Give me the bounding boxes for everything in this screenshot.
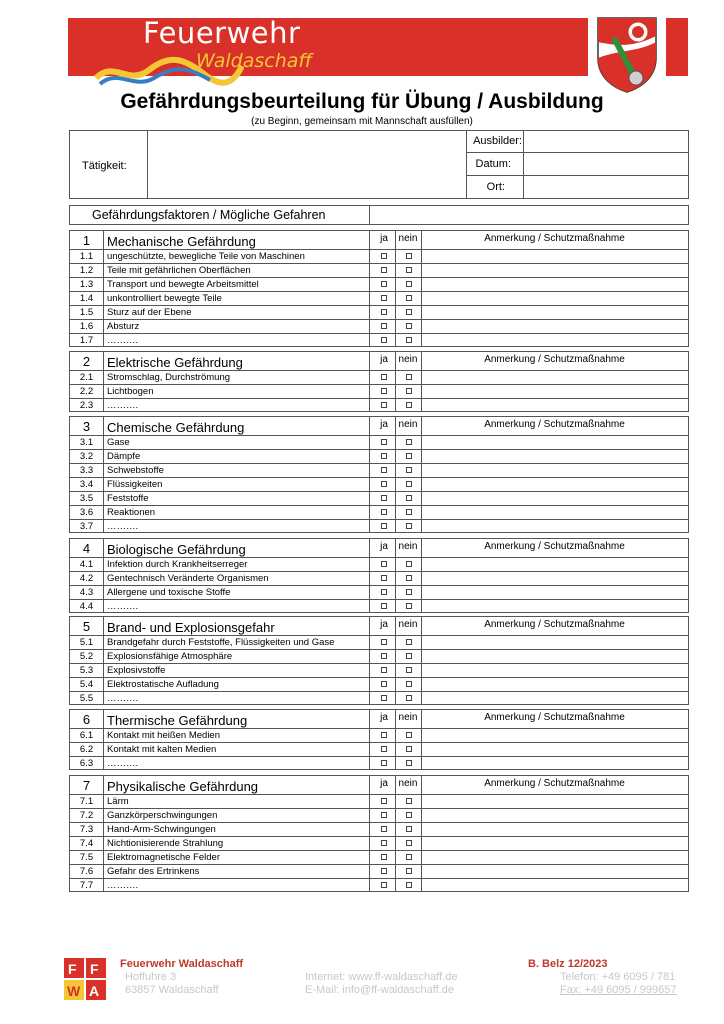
footer-city: 63857 Waldaschaff [125,984,219,996]
anmerkung-column-label: Anmerkung / Schutzmaßnahme [484,233,625,244]
ja-checkbox[interactable] [381,575,387,581]
anmerkung-field[interactable] [422,558,688,571]
hazard-row-number: 5.1 [79,637,94,648]
ja-checkbox[interactable] [381,746,387,752]
hazard-row-label: Brandgefahr durch Feststoffe, Flüssigkeiten und Gase [107,637,335,648]
ja-checkbox[interactable] [381,388,387,394]
anmerkung-field[interactable] [422,436,688,449]
hazard-row-number: 1.3 [79,279,94,290]
anmerkung-field[interactable] [422,264,688,277]
coat-of-arms-icon [588,12,666,94]
ja-checkbox[interactable] [381,495,387,501]
anmerkung-column-label: Anmerkung / Schutzmaßnahme [484,778,625,789]
anmerkung-column-label: Anmerkung / Schutzmaßnahme [484,419,625,430]
anmerkung-field[interactable] [422,795,688,808]
anmerkung-field[interactable] [422,278,688,291]
ja-checkbox[interactable] [381,561,387,567]
ort-field[interactable] [524,176,688,198]
hazard-row-number: 6.1 [79,730,94,741]
hazard-row-number: 3.4 [79,479,94,490]
hazard-row [70,600,688,614]
hazard-row-number: 7.4 [79,838,94,849]
footer-fax: Fax: +49 6095 / 999657 [560,984,677,996]
section-header [70,352,688,371]
hazard-row-label: ………. [107,693,139,704]
hazard-row-number: 4.2 [79,573,94,584]
ja-column-label: ja [380,354,388,365]
anmerkung-field[interactable] [422,399,688,413]
ja-column-label: ja [380,619,388,630]
anmerkung-field[interactable] [422,464,688,477]
ort-label: Ort: [486,181,505,193]
section-header [70,231,688,250]
hazard-row [70,865,688,879]
hazard-section [69,616,689,705]
nein-checkbox[interactable] [406,840,412,846]
anmerkung-field[interactable] [422,250,688,263]
hazard-row [70,306,688,320]
ja-column-label: ja [380,712,388,723]
hazard-row-label: ………. [107,335,139,346]
ja-checkbox[interactable] [381,732,387,738]
nein-checkbox[interactable] [406,439,412,445]
hazard-row-number: 6.2 [79,744,94,755]
hazard-row [70,678,688,692]
hazard-row-label: ………. [107,400,139,411]
ja-checkbox[interactable] [381,509,387,515]
nein-checkbox[interactable] [406,374,412,380]
ja-checkbox[interactable] [381,798,387,804]
ja-checkbox[interactable] [381,267,387,273]
nein-checkbox[interactable] [406,523,412,529]
hazard-row-number: 1.7 [79,335,94,346]
anmerkung-field[interactable] [422,306,688,319]
hazard-row-label: Allergene und toxische Stoffe [107,587,231,598]
nein-checkbox[interactable] [406,653,412,659]
ja-checkbox[interactable] [381,695,387,701]
hazard-row [70,558,688,572]
logo-subtitle: Waldaschaff [196,50,313,72]
anmerkung-field[interactable] [422,320,688,333]
nein-checkbox[interactable] [406,495,412,501]
hazard-row-number: 3.2 [79,451,94,462]
anmerkung-field[interactable] [422,664,688,677]
hazard-row-label: Teile mit gefährlichen Oberflächen [107,265,251,276]
anmerkung-column-label: Anmerkung / Schutzmaßnahme [484,619,625,630]
hazard-row-label: Explosivstoffe [107,665,166,676]
hazard-row-number: 7.7 [79,880,94,891]
section-header [70,710,688,729]
section-number: 1 [82,233,91,248]
factors-label: Gefährdungsfaktoren / Mögliche Gefahren [92,208,326,222]
hazard-row [70,264,688,278]
section-header [70,617,688,636]
hazard-row-number: 2.1 [79,372,94,383]
anmerkung-field[interactable] [422,729,688,742]
hazard-row-number: 7.5 [79,852,94,863]
hazard-row-number: 2.3 [79,400,94,411]
hazard-row-label: Gentechnisch Veränderte Organismen [107,573,269,584]
nein-checkbox[interactable] [406,253,412,259]
hazard-row [70,664,688,678]
nein-checkbox[interactable] [406,467,412,473]
hazard-row-number: 4.3 [79,587,94,598]
hazard-row-label: Lärm [107,796,129,807]
nein-checkbox[interactable] [406,868,412,874]
datum-label: Datum: [475,158,511,170]
hazard-section [69,709,689,770]
hazard-section [69,775,689,892]
ja-checkbox[interactable] [381,295,387,301]
hazard-row-number: 5.5 [79,693,94,704]
hazard-row-number: 4.4 [79,601,94,612]
ja-checkbox[interactable] [381,760,387,766]
hazard-row [70,851,688,865]
footer-author-date: B. Belz 12/2023 [528,958,608,970]
hazard-row [70,450,688,464]
nein-checkbox[interactable] [406,481,412,487]
ja-checkbox[interactable] [381,281,387,287]
hazard-row [70,250,688,264]
ja-checkbox[interactable] [381,309,387,315]
nein-checkbox[interactable] [406,402,412,408]
ja-column-label: ja [380,778,388,789]
hazard-row-label: Gase [107,437,130,448]
hazard-row [70,278,688,292]
ausbilder-field[interactable] [524,131,688,152]
nein-checkbox[interactable] [406,295,412,301]
nein-checkbox[interactable] [406,826,412,832]
ja-checkbox[interactable] [381,882,387,888]
hazard-section [69,230,689,347]
anmerkung-field[interactable] [422,757,688,771]
hazard-row-label: ungeschützte, bewegliche Teile von Maschinen [107,251,305,262]
hazard-row [70,729,688,743]
svg-text:F: F [90,961,99,977]
anmerkung-field[interactable] [422,478,688,491]
hazard-section [69,538,689,613]
hazard-row-label: Infektion durch Krankheitserreger [107,559,248,570]
anmerkung-column-label: Anmerkung / Schutzmaßnahme [484,541,625,552]
ja-checkbox[interactable] [381,840,387,846]
anmerkung-field[interactable] [422,743,688,756]
ja-checkbox[interactable] [381,653,387,659]
hazard-row [70,795,688,809]
section-title: Thermische Gefährdung [107,713,248,728]
hazard-row [70,692,688,706]
hazard-row-number: 3.3 [79,465,94,476]
section-title: Physikalische Gefährdung [107,779,259,794]
ja-column-label: ja [380,233,388,244]
svg-text:W: W [67,983,81,999]
nein-checkbox[interactable] [406,309,412,315]
factors-header [69,205,689,225]
anmerkung-field[interactable] [422,678,688,691]
anmerkung-field[interactable] [422,650,688,663]
nein-checkbox[interactable] [406,561,412,567]
hazard-row-number: 4.1 [79,559,94,570]
nein-column-label: nein [398,541,418,552]
hazard-row [70,492,688,506]
hazard-row-label: ………. [107,758,139,769]
svg-text:F: F [68,961,77,977]
taetigkeit-label-cell [70,131,147,198]
hazard-row-number: 5.3 [79,665,94,676]
ja-checkbox[interactable] [381,854,387,860]
ja-checkbox[interactable] [381,467,387,473]
hazard-row [70,334,688,348]
hazard-row [70,809,688,823]
ja-checkbox[interactable] [381,337,387,343]
nein-checkbox[interactable] [406,798,412,804]
nein-column-label: nein [398,778,418,789]
anmerkung-field[interactable] [422,636,688,649]
hazard-row-label: Stromschlag, Durchströmung [107,372,231,383]
hazard-row [70,757,688,771]
section-number: 2 [82,354,91,369]
hazard-row-number: 1.4 [79,293,94,304]
nein-checkbox[interactable] [406,854,412,860]
nein-checkbox[interactable] [406,267,412,273]
hazard-row [70,478,688,492]
anmerkung-field[interactable] [422,851,688,864]
nein-column-label: nein [398,619,418,630]
anmerkung-column-label: Anmerkung / Schutzmaßnahme [484,712,625,723]
ja-column-label: ja [380,419,388,430]
anmerkung-field[interactable] [422,385,688,398]
anmerkung-field[interactable] [422,371,688,384]
nein-checkbox[interactable] [406,732,412,738]
nein-column-label: nein [398,354,418,365]
ja-checkbox[interactable] [381,481,387,487]
anmerkung-field[interactable] [422,520,688,534]
hazard-row-number: 3.6 [79,507,94,518]
anmerkung-field[interactable] [422,823,688,836]
hazard-row [70,506,688,520]
hazard-row-number: 3.1 [79,437,94,448]
taetigkeit-field[interactable] [148,131,466,198]
hazard-row [70,436,688,450]
nein-checkbox[interactable] [406,695,412,701]
anmerkung-field[interactable] [422,865,688,878]
nein-checkbox[interactable] [406,667,412,673]
hazard-row [70,320,688,334]
hazard-row [70,837,688,851]
ja-checkbox[interactable] [381,812,387,818]
section-number: 7 [82,778,91,793]
anmerkung-column-label: Anmerkung / Schutzmaßnahme [484,354,625,365]
nein-checkbox[interactable] [406,575,412,581]
hazard-row-number: 6.3 [79,758,94,769]
hazard-row-label: Schwebstoffe [107,465,164,476]
anmerkung-field[interactable] [422,692,688,706]
ja-checkbox[interactable] [381,826,387,832]
hazard-row [70,650,688,664]
ja-column-label: ja [380,541,388,552]
hazard-row-number: 1.2 [79,265,94,276]
ja-checkbox[interactable] [381,253,387,259]
hazard-row [70,743,688,757]
section-title: Elektrische Gefährdung [107,355,243,370]
hazard-row [70,879,688,893]
nein-column-label: nein [398,233,418,244]
nein-checkbox[interactable] [406,453,412,459]
ja-checkbox[interactable] [381,453,387,459]
hazard-row-label: Flüssigkeiten [107,479,163,490]
nein-checkbox[interactable] [406,812,412,818]
anmerkung-field[interactable] [422,837,688,850]
section-title: Biologische Gefährdung [107,542,246,557]
hazard-row-number: 5.2 [79,651,94,662]
section-title: Mechanische Gefährdung [107,234,256,249]
nein-checkbox[interactable] [406,323,412,329]
hazard-row-label: Reaktionen [107,507,156,518]
section-header [70,776,688,795]
hazard-row-label: ………. [107,601,139,612]
hazard-row-label: ………. [107,880,139,891]
anmerkung-field[interactable] [422,492,688,505]
section-number: 3 [82,419,91,434]
hazard-row-number: 1.6 [79,321,94,332]
nein-checkbox[interactable] [406,760,412,766]
ja-checkbox[interactable] [381,402,387,408]
nein-checkbox[interactable] [406,639,412,645]
ja-checkbox[interactable] [381,374,387,380]
hazard-row-label: Ganzkörperschwingungen [107,810,218,821]
hazard-row-label: Gefahr des Ertrinkens [107,866,200,877]
footer-phone: Telefon: +49 6095 / 781 [560,971,676,983]
anmerkung-field[interactable] [422,600,688,614]
ja-checkbox[interactable] [381,323,387,329]
nein-checkbox[interactable] [406,746,412,752]
hazard-row-number: 1.1 [79,251,94,262]
hazard-row-label: ………. [107,521,139,532]
nein-column-label: nein [398,712,418,723]
footer-org-name: Feuerwehr Waldaschaff [120,958,244,970]
hazard-row [70,520,688,534]
hazard-row-label: Feststoffe [107,493,149,504]
anmerkung-field[interactable] [422,450,688,463]
taetigkeit-label: Tätigkeit: [82,160,127,172]
hazard-row [70,823,688,837]
hazard-row-label: Nichtionisierende Strahlung [107,838,224,849]
svg-text:A: A [89,983,100,999]
hazard-row-number: 3.7 [79,521,94,532]
hazard-row-number: 1.5 [79,307,94,318]
nein-checkbox[interactable] [406,509,412,515]
hazard-row [70,572,688,586]
hazard-row [70,371,688,385]
ja-checkbox[interactable] [381,439,387,445]
anmerkung-field[interactable] [422,586,688,599]
nein-checkbox[interactable] [406,681,412,687]
anmerkung-field[interactable] [422,572,688,585]
ja-checkbox[interactable] [381,589,387,595]
section-header [70,539,688,558]
anmerkung-field[interactable] [422,879,688,893]
nein-checkbox[interactable] [406,281,412,287]
ja-checkbox[interactable] [381,523,387,529]
hazard-row-label: Elektrostatische Aufladung [107,679,219,690]
info-table [69,130,689,199]
section-header [70,417,688,436]
document-subtitle: (zu Beginn, gemeinsam mit Mannschaft ausfüllen) [251,116,473,127]
hazard-row-number: 7.1 [79,796,94,807]
nein-checkbox[interactable] [406,589,412,595]
footer-logo-icon [64,958,106,1000]
footer-street: Hoffuhre 3 [125,971,177,983]
anmerkung-field[interactable] [422,292,688,305]
hazard-section [69,416,689,533]
ja-checkbox[interactable] [381,681,387,687]
section-number: 4 [82,541,91,556]
hazard-row-label: Explosionsfähige Atmosphäre [107,651,233,662]
document-title: Gefährdungsbeurteilung für Übung / Ausbildung [120,90,604,113]
hazard-row-label: Elektromagnetische Felder [107,852,220,863]
ja-checkbox[interactable] [381,868,387,874]
footer-internet: Internet: www.ff-waldaschaff.de [305,971,458,983]
nein-checkbox[interactable] [406,337,412,343]
hazard-row-label: Hand-Arm-Schwingungen [107,824,216,835]
hazard-section [69,351,689,412]
nein-checkbox[interactable] [406,388,412,394]
hazard-row [70,399,688,413]
anmerkung-field[interactable] [422,506,688,519]
hazard-row [70,464,688,478]
hazard-row-label: Kontakt mit kalten Medien [107,744,217,755]
hazard-row-number: 3.5 [79,493,94,504]
section-title: Chemische Gefährdung [107,420,245,435]
logo-title: Feuerwehr [143,16,301,50]
nein-checkbox[interactable] [406,882,412,888]
datum-field[interactable] [524,153,688,175]
section-number: 6 [82,712,91,727]
hazard-row [70,636,688,650]
hazard-row-label: unkontrolliert bewegte Teile [107,293,222,304]
hazard-row-number: 7.2 [79,810,94,821]
hazard-row-number: 5.4 [79,679,94,690]
footer-email: E-Mail: info@ff-waldaschaff.de [305,984,454,996]
nein-checkbox[interactable] [406,603,412,609]
hazard-row [70,385,688,399]
hazard-row-label: Lichtbogen [107,386,154,397]
ausbilder-label: Ausbilder: [473,135,522,147]
nein-column-label: nein [398,419,418,430]
hazard-row-label: Absturz [107,321,140,332]
anmerkung-field[interactable] [422,334,688,348]
anmerkung-field[interactable] [422,809,688,822]
ja-checkbox[interactable] [381,639,387,645]
hazard-row-number: 2.2 [79,386,94,397]
ja-checkbox[interactable] [381,603,387,609]
hazard-row-label: Dämpfe [107,451,141,462]
section-title: Brand- und Explosionsgefahr [107,620,275,635]
hazard-row-number: 7.6 [79,866,94,877]
hazard-row-number: 7.3 [79,824,94,835]
ja-checkbox[interactable] [381,667,387,673]
hazard-row-label: Transport und bewegte Arbeitsmittel [107,279,259,290]
hazard-row [70,292,688,306]
section-number: 5 [82,619,91,634]
hazard-row [70,586,688,600]
hazard-row-label: Sturz auf der Ebene [107,307,192,318]
hazard-row-label: Kontakt mit heißen Medien [107,730,221,741]
